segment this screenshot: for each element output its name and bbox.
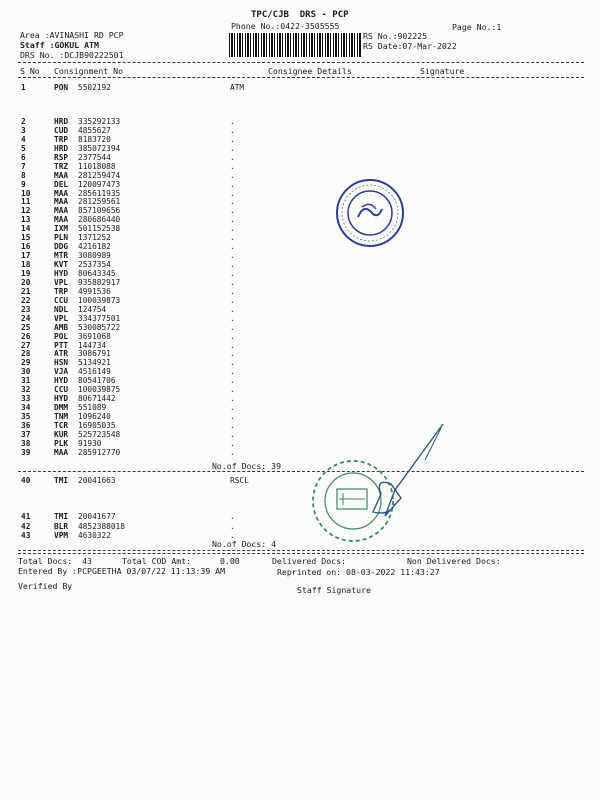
row-number: 144734 <box>78 340 107 350</box>
table-row <box>0 385 600 394</box>
row-number: 1096240 <box>78 412 111 422</box>
row-sno: 16 <box>21 242 31 252</box>
row-code: PLK <box>54 438 69 448</box>
row-mark: . <box>230 143 235 153</box>
row-mark: . <box>230 134 235 144</box>
table-row <box>0 242 600 251</box>
row-code: TRZ <box>54 161 69 171</box>
table-row <box>0 287 600 296</box>
verified-by: Verified By <box>18 581 73 591</box>
barcode <box>229 33 361 57</box>
row-mark: . <box>230 161 235 171</box>
row-code: HRD <box>54 143 69 153</box>
row-number: 285611935 <box>78 188 121 198</box>
row-number: 5502192 <box>78 83 111 92</box>
row-code: PON <box>54 83 69 92</box>
row-sno: 19 <box>21 268 31 278</box>
row-mark: . <box>230 152 235 162</box>
row-number: 20041677 <box>78 512 116 521</box>
row-sno: 3 <box>21 125 26 135</box>
row-mark: . <box>230 403 235 413</box>
row-number: 91930 <box>78 438 102 448</box>
row-mark: . <box>230 179 235 189</box>
row-code: NDL <box>54 304 69 314</box>
row-sno: 25 <box>21 322 31 332</box>
row-mark: . <box>230 521 235 531</box>
row-number: 281259561 <box>78 197 121 207</box>
table-row <box>0 341 600 350</box>
row-number: 11018088 <box>78 161 116 171</box>
row-sno: 22 <box>21 295 31 305</box>
entered-by: Entered By :PCPGEETHA 03/07/22 11:13:39 AM <box>18 566 226 576</box>
row-number: 4852388018 <box>78 521 125 531</box>
row-number: 857109656 <box>78 206 121 216</box>
row-number: 4516149 <box>78 367 111 377</box>
col-consignee: Consignee Details <box>268 66 352 76</box>
row-number: 100039875 <box>78 385 121 395</box>
area-label: Area :AVINASHI RD PCP <box>20 30 124 40</box>
row-code: MAA <box>54 215 69 225</box>
row-sno: 38 <box>21 438 31 448</box>
table-row <box>0 144 600 153</box>
row-mark: . <box>230 340 235 350</box>
row-mark: . <box>230 385 235 395</box>
row-number: 1371252 <box>78 233 111 243</box>
row-sno: 29 <box>21 358 31 368</box>
header-rule <box>18 62 584 63</box>
row-number: 20041663 <box>78 476 116 485</box>
row-code: AMB <box>54 322 69 332</box>
row-sno: 15 <box>21 233 31 243</box>
row-number: 16905035 <box>78 420 116 430</box>
delivered-docs: Delivered Docs: <box>272 556 346 566</box>
row-sno: 21 <box>21 286 31 296</box>
columns-rule <box>18 77 584 78</box>
row-mark: . <box>230 531 235 540</box>
table-row <box>0 430 600 439</box>
total-cod-amount: 0.00 <box>220 556 240 566</box>
row-number: 124754 <box>78 304 107 314</box>
total-docs: Total Docs: 43 <box>18 556 92 566</box>
row-number: 935882917 <box>78 277 121 287</box>
row-consignee: RSCL <box>230 476 249 485</box>
row-code: KUR <box>54 429 69 439</box>
row-mark: . <box>230 412 235 422</box>
row-mark: . <box>230 512 235 521</box>
row-number: 285912770 <box>78 447 121 457</box>
row-number: 385072394 <box>78 143 121 153</box>
row-code: KVT <box>54 260 69 270</box>
row-mark: . <box>230 170 235 180</box>
row-mark: . <box>230 376 235 386</box>
table-row <box>0 260 600 269</box>
row-code: MAA <box>54 206 69 216</box>
table-row <box>0 394 600 403</box>
row-code: IXM <box>54 224 69 234</box>
table-row <box>0 215 600 224</box>
signature-scribble <box>355 420 455 530</box>
row-number: 335292133 <box>78 117 121 126</box>
table-row <box>0 332 600 341</box>
row-number: 8183720 <box>78 134 111 144</box>
row-mark: . <box>230 394 235 404</box>
row-code: MTR <box>54 251 69 261</box>
table-row <box>0 189 600 198</box>
table-row <box>0 135 600 144</box>
row-sno: 23 <box>21 304 31 314</box>
row-sno: 11 <box>21 197 31 207</box>
company-seal-stamp <box>334 177 406 249</box>
row-sno: 1 <box>21 83 26 92</box>
row-code: PLN <box>54 233 69 243</box>
row-sno: 9 <box>21 179 26 189</box>
row-code: DMM <box>54 403 69 413</box>
row-mark: . <box>230 313 235 323</box>
row-mark: . <box>230 349 235 359</box>
table-row <box>0 476 600 485</box>
staff-label: Staff :GOKUL ATM <box>20 40 99 50</box>
table-row <box>0 206 600 215</box>
row-number: 2537354 <box>78 260 111 270</box>
row-code: HYD <box>54 394 69 404</box>
row-number: 501152538 <box>78 224 121 234</box>
row-sno: 36 <box>21 420 31 430</box>
table-row <box>0 376 600 385</box>
page-number: Page No.:1 <box>452 22 502 32</box>
row-code: BLR <box>54 521 69 531</box>
row-code: DDG <box>54 242 69 252</box>
table-row <box>0 358 600 367</box>
row-mark: . <box>230 251 235 261</box>
table-row <box>0 224 600 233</box>
col-sno: S No <box>20 66 40 76</box>
row-code: TRP <box>54 286 69 296</box>
table-row <box>0 296 600 305</box>
row-number: 281259474 <box>78 170 121 180</box>
row-code: MAA <box>54 170 69 180</box>
row-sno: 13 <box>21 215 31 225</box>
row-sno: 6 <box>21 152 26 162</box>
row-number: 100039873 <box>78 295 121 305</box>
row-code: HSN <box>54 358 69 368</box>
table-row <box>0 305 600 314</box>
row-code: CUD <box>54 125 69 135</box>
row-sno: 35 <box>21 412 31 422</box>
row-code: CCU <box>54 385 69 395</box>
drs-number: DRS No. :DCJB90222501 <box>20 50 124 60</box>
row-number: 3080989 <box>78 251 111 261</box>
table-row <box>0 421 600 430</box>
row-mark: . <box>230 125 235 135</box>
row-code: VPL <box>54 277 69 287</box>
row-number: 551089 <box>78 403 107 413</box>
row-number: 525723548 <box>78 429 121 439</box>
row-mark: . <box>230 260 235 270</box>
row-mark: . <box>230 286 235 296</box>
table-row <box>0 323 600 332</box>
table-row <box>0 531 600 540</box>
row-mark: . <box>230 295 235 305</box>
row-consignee: ATM <box>230 83 245 92</box>
table-row <box>0 233 600 242</box>
row-number: 334377501 <box>78 313 121 323</box>
table-row <box>0 439 600 448</box>
row-code: VJA <box>54 367 69 377</box>
reprinted-on: Reprinted on: 08-03-2022 11:43:27 <box>277 567 440 577</box>
row-sno: 42 <box>21 521 31 531</box>
row-number: 3691068 <box>78 331 111 341</box>
table-row <box>0 197 600 206</box>
row-sno: 10 <box>21 188 31 198</box>
row-code: ATR <box>54 349 69 359</box>
row-mark: . <box>230 268 235 278</box>
row-mark: . <box>230 233 235 243</box>
row-code: MAA <box>54 197 69 207</box>
table-row <box>0 278 600 287</box>
row-sno: 2 <box>21 117 26 126</box>
footer-rule <box>18 553 584 554</box>
table-row <box>0 180 600 189</box>
rs-date: RS Date:07-Mar-2022 <box>363 41 457 51</box>
row-mark: . <box>230 277 235 287</box>
group2-doc-count: No.of Docs: 4 <box>212 539 277 549</box>
row-sno: 4 <box>21 134 26 144</box>
table-row <box>0 349 600 358</box>
row-number: 4630322 <box>78 531 111 540</box>
row-sno: 14 <box>21 224 31 234</box>
row-sno: 39 <box>21 447 31 457</box>
row-number: 80541706 <box>78 376 116 386</box>
row-mark: . <box>230 242 235 252</box>
table-row <box>0 153 600 162</box>
row-mark: . <box>230 322 235 332</box>
group1-rule <box>18 471 584 472</box>
table-row <box>0 162 600 171</box>
row-mark: . <box>230 117 235 126</box>
row-mark: . <box>230 215 235 225</box>
row-code: MAA <box>54 188 69 198</box>
row-code: MAA <box>54 447 69 457</box>
row-code: TNM <box>54 412 69 422</box>
row-mark: . <box>230 438 235 448</box>
row-number: 80643345 <box>78 268 116 278</box>
table-row <box>0 448 600 457</box>
row-code: HYD <box>54 268 69 278</box>
row-sno: 43 <box>21 531 31 540</box>
row-code: HYD <box>54 376 69 386</box>
row-mark: . <box>230 224 235 234</box>
row-code: TMI <box>54 476 69 485</box>
row-number: 4216182 <box>78 242 111 252</box>
table-row <box>0 512 600 521</box>
row-sno: 37 <box>21 429 31 439</box>
row-code: VPL <box>54 313 69 323</box>
row-number: 4991536 <box>78 286 111 296</box>
row-sno: 27 <box>21 340 31 350</box>
row-sno: 24 <box>21 313 31 323</box>
col-signature: Signature <box>420 66 465 76</box>
row-mark: . <box>230 429 235 439</box>
row-mark: . <box>230 420 235 430</box>
row-sno: 5 <box>21 143 26 153</box>
table-row <box>0 269 600 278</box>
row-sno: 8 <box>21 170 26 180</box>
row-mark: . <box>230 304 235 314</box>
row-number: 4855627 <box>78 125 111 135</box>
row-number: 530085722 <box>78 322 121 332</box>
table-row <box>0 314 600 323</box>
row-number: 120097473 <box>78 179 121 189</box>
row-sno: 41 <box>21 512 31 521</box>
row-code: TRP <box>54 134 69 144</box>
row-code: DEL <box>54 179 69 189</box>
table-row <box>0 171 600 180</box>
table-row <box>0 117 600 126</box>
row-number: 5134921 <box>78 358 111 368</box>
row-number: 3086791 <box>78 349 111 359</box>
row-code: TMI <box>54 512 69 521</box>
row-sno: 31 <box>21 376 31 386</box>
table-row <box>0 367 600 376</box>
row-sno: 7 <box>21 161 26 171</box>
table-row <box>0 403 600 412</box>
rs-number: RS No.:902225 <box>363 31 428 41</box>
group1-doc-count: No.of Docs: 39 <box>212 461 282 471</box>
total-cod-label: Total COD Amt: <box>122 556 192 566</box>
row-code: POL <box>54 331 69 341</box>
col-consignment: Consignment No <box>54 66 124 76</box>
row-sno: 30 <box>21 367 31 377</box>
row-sno: 18 <box>21 260 31 270</box>
staff-signature: Staff Signature <box>297 585 371 595</box>
document-title: TPC/CJB DRS - PCP <box>251 10 349 20</box>
row-sno: 32 <box>21 385 31 395</box>
non-delivered-docs: Non Delivered Docs: <box>407 556 501 566</box>
row-sno: 12 <box>21 206 31 216</box>
row-sno: 34 <box>21 403 31 413</box>
row-code: TCR <box>54 420 69 430</box>
table-row <box>0 522 600 531</box>
row-code: PTT <box>54 340 69 350</box>
row-number: 280686440 <box>78 215 121 225</box>
table-row <box>0 126 600 135</box>
row-mark: . <box>230 447 235 457</box>
row-code: RSP <box>54 152 69 162</box>
row-sno: 17 <box>21 251 31 261</box>
row-mark: . <box>230 367 235 377</box>
group2-rule <box>18 550 584 551</box>
row-sno: 26 <box>21 331 31 341</box>
row-mark: . <box>230 197 235 207</box>
row-code: HRD <box>54 117 69 126</box>
row-sno: 40 <box>21 476 31 485</box>
row-mark: . <box>230 358 235 368</box>
row-sno: 20 <box>21 277 31 287</box>
phone-number: Phone No.:0422-3505555 <box>231 21 340 31</box>
row-code: CCU <box>54 295 69 305</box>
row-number: 80671442 <box>78 394 116 404</box>
table-row <box>0 251 600 260</box>
row-mark: . <box>230 188 235 198</box>
row-mark: . <box>230 206 235 216</box>
row-mark: . <box>230 331 235 341</box>
row-sno: 33 <box>21 394 31 404</box>
table-row <box>0 412 600 421</box>
row-sno: 28 <box>21 349 31 359</box>
table-row <box>0 83 600 92</box>
row-number: 2377544 <box>78 152 111 162</box>
row-code: VPM <box>54 531 69 540</box>
